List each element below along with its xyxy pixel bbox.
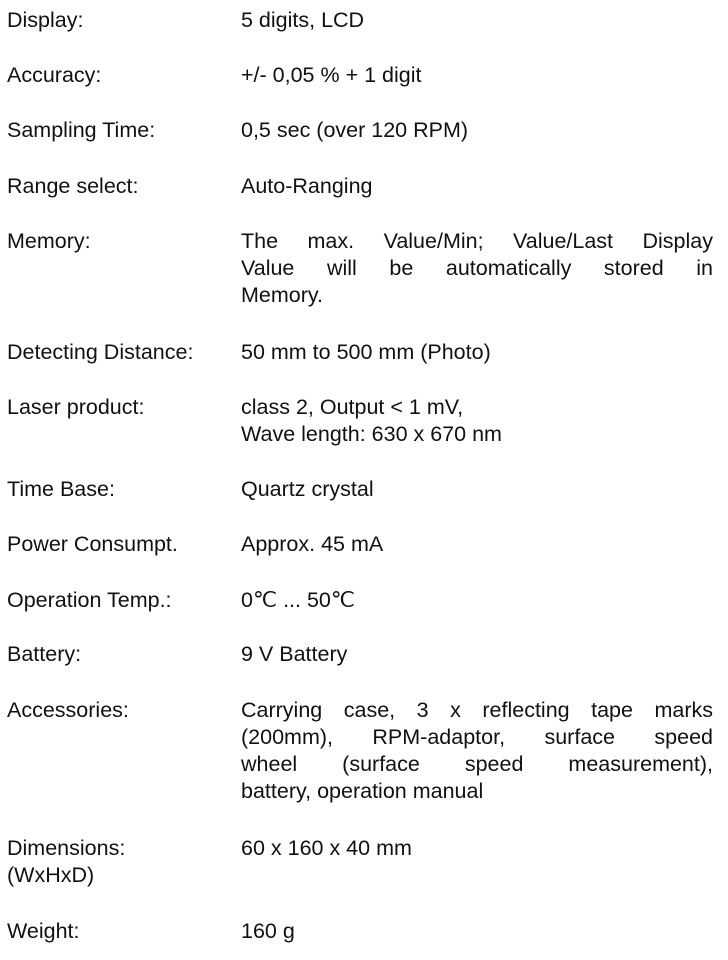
spec-value-line: The max. Value/Min; Value/Last Display <box>241 229 713 253</box>
spec-value-line: Wave length: 630 x 670 nm <box>241 422 502 446</box>
spec-value-line: battery, operation manual <box>241 779 484 803</box>
spec-value: Approx. 45 mA <box>241 532 384 556</box>
spec-label: Power Consumpt. <box>7 532 178 556</box>
spec-value: 0,5 sec (over 120 RPM) <box>241 118 469 142</box>
spec-label: Weight: <box>7 919 80 943</box>
spec-value <box>241 697 713 805</box>
spec-value <box>241 394 713 448</box>
spec-label: Range select: <box>7 174 139 198</box>
spec-value: 0℃ ... 50℃ <box>241 588 356 612</box>
spec-label: Display: <box>7 8 84 32</box>
spec-label <box>7 835 232 889</box>
spec-label: Laser product: <box>7 395 145 419</box>
spec-label: Accuracy: <box>7 63 102 87</box>
spec-label: Accessories: <box>7 698 129 722</box>
spec-value: Auto-Ranging <box>241 174 373 198</box>
spec-label: Battery: <box>7 642 82 666</box>
spec-value: 160 g <box>241 919 295 943</box>
spec-value-line: Value will be automatically stored in <box>241 256 713 280</box>
spec-value: Quartz crystal <box>241 477 374 501</box>
spec-value: 60 x 160 x 40 mm <box>241 836 412 860</box>
spec-value: 5 digits, LCD <box>241 8 365 32</box>
spec-value-line: Memory. <box>241 283 324 307</box>
spec-label-line: Dimensions: <box>7 836 126 860</box>
spec-value-line: (200mm), RPM-adaptor, surface speed <box>241 725 713 749</box>
spec-label: Operation Temp.: <box>7 588 172 612</box>
spec-value-line: Carrying case, 3 x reflecting tape marks <box>241 698 713 722</box>
spec-value-line: class 2, Output < 1 mV, <box>241 395 464 419</box>
spec-label: Time Base: <box>7 477 115 501</box>
spec-value: 50 mm to 500 mm (Photo) <box>241 340 491 364</box>
spec-label: Memory: <box>7 229 91 253</box>
spec-value: 9 V Battery <box>241 642 348 666</box>
spec-value: +/- 0,05 % + 1 digit <box>241 63 422 87</box>
spec-label-line: (WxHxD) <box>7 863 95 887</box>
spec-label: Detecting Distance: <box>7 340 194 364</box>
spec-value-line: wheel (surface speed measurement), <box>241 752 713 776</box>
spec-label: Sampling Time: <box>7 118 156 142</box>
spec-value <box>241 228 713 309</box>
